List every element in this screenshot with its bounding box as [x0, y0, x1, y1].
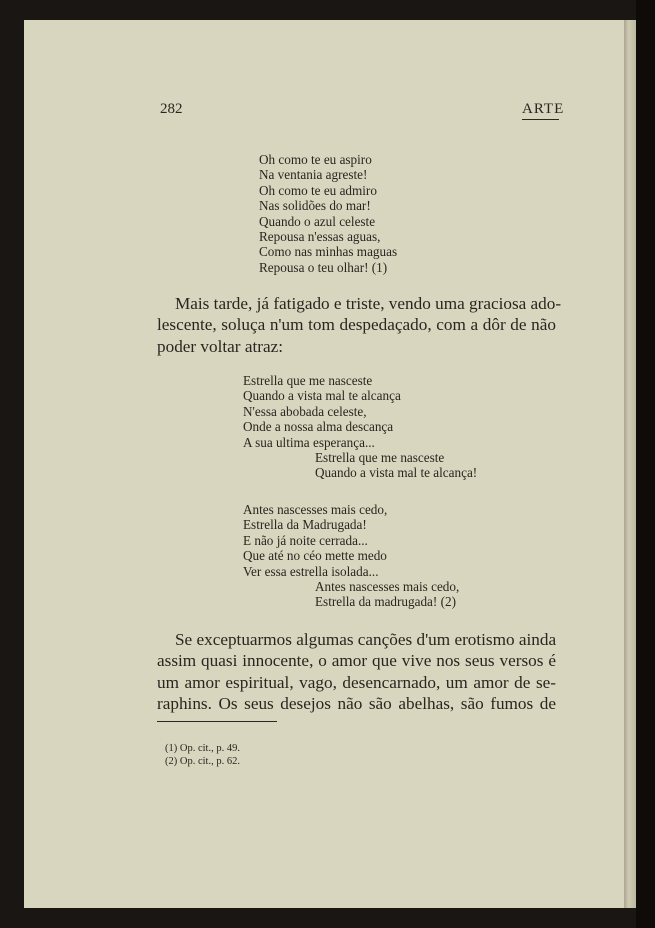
verse-refrain-line: Antes nascesses mais cedo,	[315, 579, 460, 595]
prose-line: um amor espiritual, vago, desencarnado, um amor de se-	[157, 672, 556, 692]
verse-line: A sua ultima esperança...	[243, 434, 375, 450]
verse-line: Ver essa estrella isolada...	[243, 563, 379, 579]
verse-line: Oh como te eu admiro	[259, 182, 377, 198]
verse-line: Estrella que me nasceste	[243, 373, 373, 388]
verse-line: Antes nascesses mais cedo,	[243, 502, 388, 517]
poem-stanza-2	[243, 373, 477, 481]
poem-stanza-1	[259, 152, 397, 275]
footnote: (2) Op. cit., p. 62.	[165, 756, 240, 767]
page-edge	[624, 20, 636, 908]
page-number: 282	[160, 101, 183, 117]
verse-line: Que até no céo mette medo	[243, 548, 387, 564]
footnotes	[165, 742, 240, 768]
verse-line: Repousa o teu olhar! (1)	[259, 259, 388, 275]
verse-refrain-line: Estrella que me nasceste	[315, 450, 445, 466]
verse-line: Como nas minhas maguas	[259, 244, 398, 260]
prose-line: Mais tarde, já fatigado e triste, vendo uma graciosa ado-	[175, 294, 562, 313]
verse-refrain-line: Quando a vista mal te alcança!	[315, 465, 478, 481]
running-head-rule	[522, 119, 559, 120]
verse-line: Quando o azul celeste	[259, 213, 376, 229]
body-paragraph-2	[157, 629, 556, 714]
binding-shadow	[636, 0, 655, 928]
verse-line: Repousa n'essas aguas,	[259, 229, 381, 245]
verse-line: N'essa abobada celeste,	[243, 403, 367, 419]
body-paragraph-1	[157, 293, 562, 357]
verse-line: E não já noite cerrada...	[243, 532, 368, 548]
verse-line: Nas solidões do mar!	[259, 198, 371, 214]
footnote-rule	[157, 721, 277, 722]
poem-stanza-3	[243, 502, 459, 610]
prose-line: assim quasi innocente, o amor que vive nos seus versos é	[157, 651, 556, 671]
prose-line: lescente, soluça n'um tom despedaçado, com a dôr de não	[157, 315, 556, 335]
prose-line: poder voltar atraz:	[157, 336, 283, 356]
running-head: ARTE	[522, 101, 565, 117]
verse-refrain-line: Estrella da madrugada! (2)	[315, 594, 456, 610]
verse-line: Quando a vista mal te alcança	[243, 388, 401, 404]
prose-line: Se exceptuarmos algumas canções d'um erotismo ainda	[175, 630, 557, 649]
verse-line: Estrella da Madrugada!	[243, 517, 367, 533]
verse-line: Na ventania agreste!	[259, 167, 368, 183]
verse-line: Onde a nossa alma descança	[243, 419, 394, 435]
prose-line: raphins. Os seus desejos não são abelhas, são fumos de	[157, 693, 556, 713]
footnote: (1) Op. cit., p. 49.	[165, 743, 240, 754]
verse-line: Oh como te eu aspiro	[259, 152, 372, 167]
